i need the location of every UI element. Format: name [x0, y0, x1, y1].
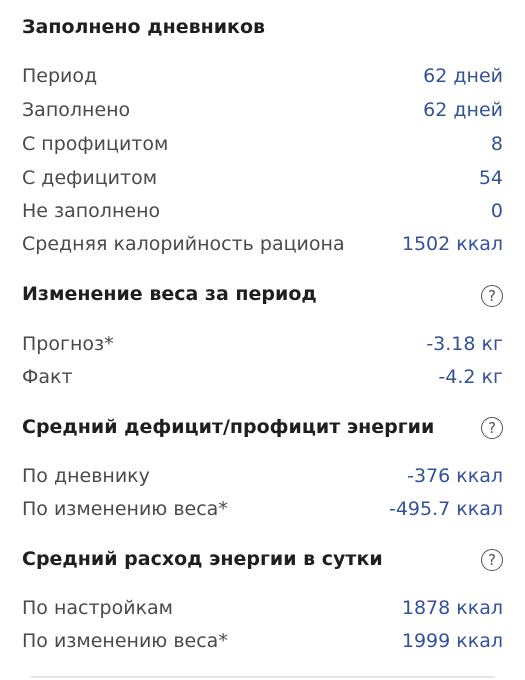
row-label: С профицитом — [22, 133, 169, 155]
section-title-balance: Средний дефицит/профицит энергии — [22, 416, 435, 438]
row-forecast — [22, 329, 503, 359]
section-title-weight: Изменение веса за период — [22, 283, 317, 305]
row-label: Период — [22, 65, 98, 87]
row-label: Заполнено — [22, 99, 131, 121]
row-deficit — [22, 163, 503, 193]
row-not-filled — [22, 196, 503, 226]
row-label: По изменению веса* — [22, 498, 228, 520]
row-value: 8 — [490, 133, 503, 155]
row-surplus — [22, 129, 503, 159]
row-value: -495.7 ккал — [388, 498, 503, 520]
row-value: -3.18 кг — [426, 333, 503, 355]
row-fact — [22, 362, 503, 392]
row-by-weight-change — [22, 494, 503, 524]
row-label: Прогноз* — [22, 333, 114, 355]
row-label: С дефицитом — [22, 167, 158, 189]
row-avg-calories — [22, 229, 503, 259]
row-period — [22, 61, 503, 91]
row-value: 0 — [490, 200, 503, 222]
help-icon[interactable]: ? — [481, 285, 503, 307]
row-label: По изменению веса* — [22, 630, 228, 652]
section-title-expenditure: Средний расход энергии в сутки — [22, 548, 383, 570]
row-value: 1878 ккал — [401, 597, 503, 619]
section-title-diaries: Заполнено дневников — [22, 16, 266, 38]
row-value: 62 дней — [423, 65, 503, 87]
row-label: По дневнику — [22, 465, 150, 487]
row-by-settings — [22, 593, 503, 623]
help-icon[interactable]: ? — [481, 417, 503, 439]
row-label: Средняя калорийность рациона — [22, 233, 345, 255]
row-value: 1999 ккал — [401, 630, 503, 652]
row-value: -376 ккал — [407, 465, 503, 487]
row-by-diary — [22, 461, 503, 491]
row-filled — [22, 95, 503, 125]
row-value: -4.2 кг — [438, 366, 503, 388]
row-label: Факт — [22, 366, 73, 388]
row-value: 54 — [478, 167, 503, 189]
row-value: 1502 ккал — [401, 233, 503, 255]
row-label: Не заполнено — [22, 200, 161, 222]
row-by-weight-change-expenditure — [22, 626, 503, 656]
row-label: По настройкам — [22, 597, 174, 619]
help-icon[interactable]: ? — [481, 549, 503, 571]
bottom-divider — [30, 676, 495, 678]
row-value: 62 дней — [423, 99, 503, 121]
